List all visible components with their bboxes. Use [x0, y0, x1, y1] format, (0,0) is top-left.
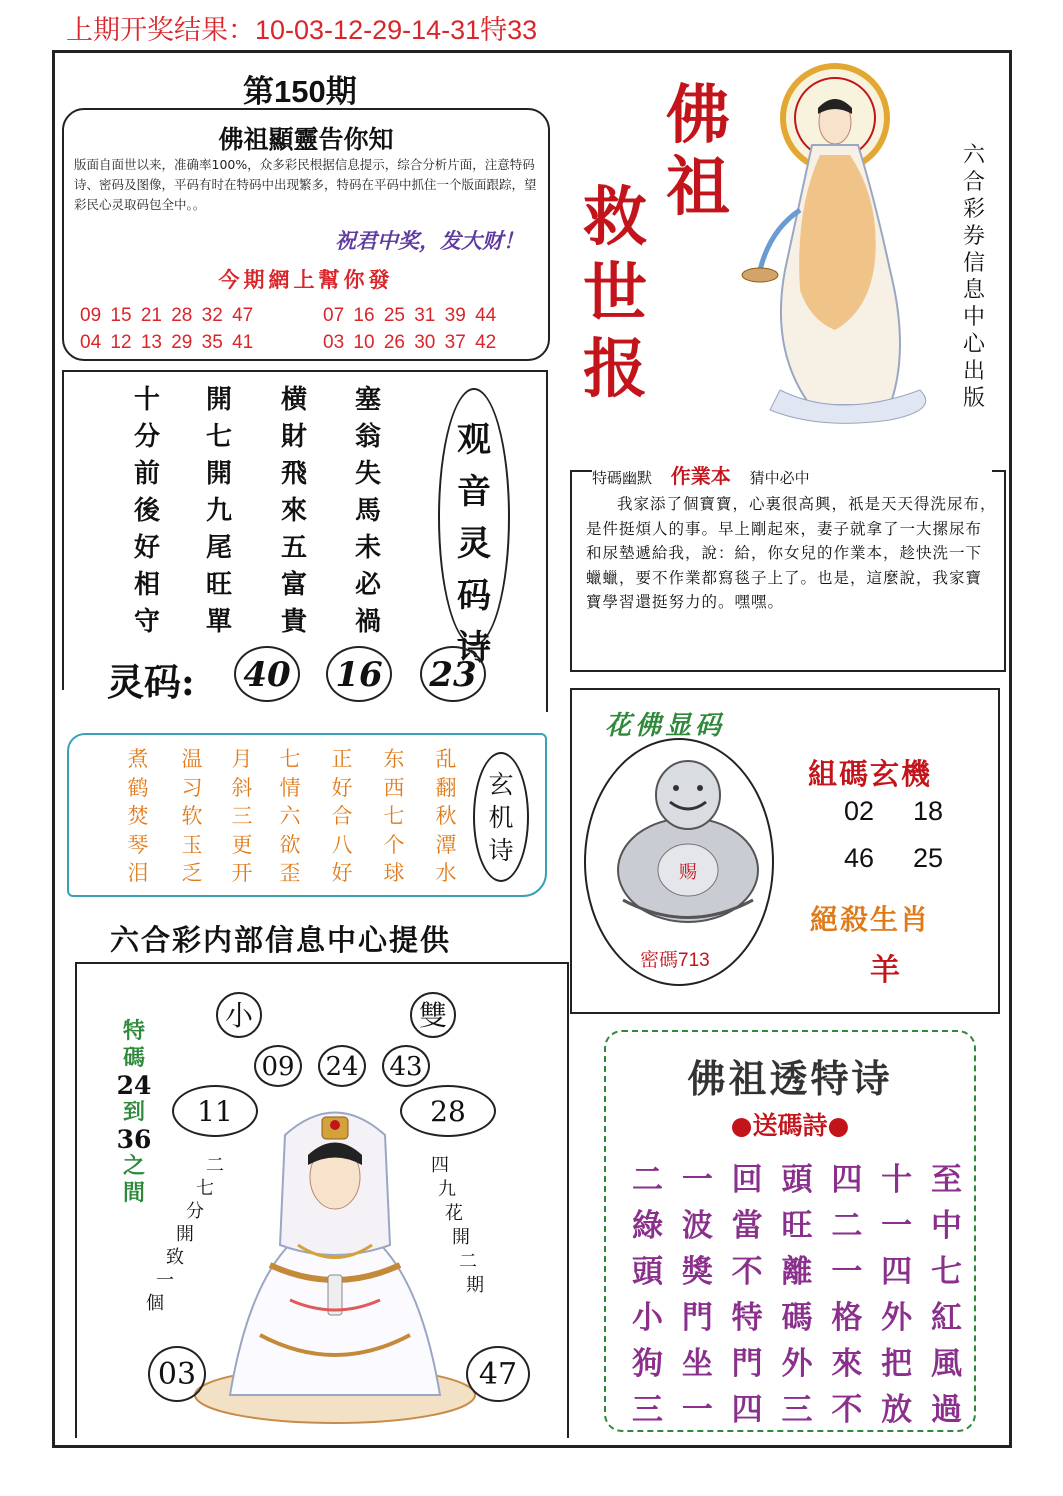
mystery-column-6: 东 西 七 个 球 — [383, 747, 405, 885]
mystery-column-5: 正 好 合 八 好 — [331, 747, 353, 885]
tema-range: 特 碼 24 到 36 之 間 — [116, 1018, 152, 1206]
poem-title — [440, 414, 508, 674]
poem-column-2 — [196, 382, 242, 641]
publisher-char: 心 — [962, 332, 985, 357]
poem-char: 横 — [280, 385, 307, 415]
tete-poem-row-3: 頭 獎 不 離 一 四 七 — [632, 1254, 962, 1290]
mystery-title-oval — [473, 752, 529, 882]
mystery-column-3: 月 斜 三 更 开 — [231, 747, 253, 885]
left-vertical-char: 分 — [186, 1201, 204, 1222]
number-oval-bottom-right: 47 — [466, 1346, 530, 1402]
mystery-column-4: 七 情 六 欲 歪 — [279, 747, 301, 885]
kill-zodiac-value: 羊 — [870, 953, 900, 988]
homework-text: 我家添了個寶寶，心裏很高興，祇是天天得洗尿布，是件挺煩人的事。早上剛起來，妻子就拿了一大摞尿布和尿墊遞給我，說：給，你女兒的作業本，趁快洗一下蠟蠟，要不作業都寫毯子上了。也是，這麼說，我家寶寶學習還挺努力的。嘿嘿。 — [586, 495, 997, 611]
laughing-buddha-image — [608, 750, 768, 930]
poem-char: 旺 — [205, 570, 232, 600]
publisher-char: 出 — [962, 359, 985, 384]
right-vertical-char: 花 — [445, 1203, 463, 1224]
poem-char: 開 — [205, 385, 232, 415]
ling-number-2: 16 — [326, 646, 392, 702]
homework-header-title: 作業本 — [670, 464, 731, 488]
poem-column-1 — [124, 382, 170, 641]
standing-guanyin-image — [740, 60, 950, 430]
buddha-arc-title: 花佛显码 — [605, 711, 726, 741]
homework-header — [592, 460, 992, 489]
right-vertical-char: 期 — [466, 1275, 484, 1296]
mima: 密碼713 — [640, 950, 710, 971]
right-vertical-char: 二 — [459, 1251, 477, 1272]
poem-column-4 — [345, 382, 391, 641]
publisher-char: 中 — [962, 305, 985, 330]
poem-char: 富 — [280, 570, 307, 600]
combo-number-2: 18 — [913, 796, 944, 826]
intro-title: 佛祖顯靈告你知 — [218, 125, 394, 154]
buddha-char: 赐 — [679, 862, 697, 883]
mystery-title — [475, 768, 527, 867]
mystery-title-char: 诗 — [488, 836, 514, 865]
poem-char: 財 — [280, 422, 307, 452]
right-vertical-char: 四 — [431, 1155, 449, 1176]
homework-box — [570, 464, 1006, 672]
publisher-char: 彩 — [962, 197, 985, 222]
combo-title: 組碼玄機 — [808, 757, 933, 791]
number-oval-left: 11 — [172, 1085, 258, 1137]
title-fozu: 佛 祖 — [666, 78, 730, 225]
right-vertical-char: 九 — [438, 1179, 456, 1200]
poem-char: 後 — [133, 496, 160, 526]
number-oval-3: 43 — [382, 1045, 430, 1087]
poem-char: 來 — [280, 496, 307, 526]
net-numbers-right-2: 03 10 26 30 37 42 — [323, 332, 497, 353]
poem-char: 馬 — [354, 496, 381, 526]
last-draw-result: 上期开奖结果：10-03-12-29-14-31特33 — [66, 15, 538, 45]
publisher-char: 合 — [962, 170, 985, 195]
number-oval-2: 24 — [318, 1045, 366, 1087]
poem-char: 五 — [280, 533, 307, 563]
mystery-column-2: 温 习 软 玉 乏 — [181, 747, 203, 885]
poem-char: 未 — [354, 533, 381, 563]
mystery-column-7: 乱 翻 秋 潭 水 — [435, 747, 457, 885]
publisher-char: 信 — [962, 251, 985, 276]
publisher-char: 息 — [962, 278, 985, 303]
tete-poem-box — [604, 1030, 976, 1432]
net-title: 今期網上幫你發 — [218, 267, 394, 292]
tete-poem-subtitle: ●送碼詩● — [730, 1111, 850, 1140]
tete-poem-row-1: 二 一 回 頭 四 十 至 — [632, 1162, 962, 1198]
poem-char: 飛 — [280, 459, 307, 489]
poem-char: 貴 — [280, 607, 307, 637]
poem-column-3 — [271, 382, 317, 641]
number-oval-bottom-left: 03 — [148, 1346, 206, 1402]
publisher-vertical — [961, 142, 987, 412]
kill-zodiac-title: 絕殺生肖 — [810, 903, 931, 936]
poem-char: 分 — [133, 422, 160, 452]
net-numbers-right-1: 07 16 25 31 39 44 — [323, 305, 497, 326]
number-oval-1: 09 — [254, 1045, 302, 1087]
left-vertical-char: 七 — [196, 1178, 214, 1199]
poem-char: 十 — [133, 385, 160, 415]
right-vertical-char: 開 — [452, 1227, 470, 1248]
poem-char: 失 — [354, 459, 381, 489]
seated-guanyin-image — [190, 1095, 480, 1425]
tete-poem-row-2: 綠 波 當 旺 二 一 中 — [632, 1208, 962, 1244]
tete-poem-row-6: 三 一 四 三 不 放 過 — [632, 1392, 962, 1428]
provider-line: 六合彩内部信息中心提供 — [110, 923, 452, 957]
poem-char: 禍 — [354, 607, 381, 637]
ling-label: 灵码: — [107, 660, 195, 704]
homework-header-left: 特碼幽默 — [592, 469, 653, 487]
intro-box — [62, 108, 550, 361]
poem-char: 必 — [354, 570, 381, 600]
poem-char: 單 — [205, 607, 232, 637]
ling-number-1: 40 — [234, 646, 300, 702]
poem-char: 好 — [133, 533, 160, 563]
poem-char: 塞 — [354, 385, 381, 415]
tete-poem-row-4: 小 門 特 碼 格 外 紅 — [632, 1300, 962, 1336]
left-vertical-char: 一 — [156, 1270, 174, 1291]
title-jiushibao: 救 世 报 — [583, 180, 647, 407]
left-vertical-char: 開 — [176, 1224, 194, 1245]
poem-title-char: 码 — [457, 576, 491, 616]
poem-char: 相 — [133, 570, 160, 600]
mystery-column-1: 煮 鹤 焚 琴 泪 — [127, 747, 149, 885]
intro-wish: 祝君中奖，发大财！ — [335, 228, 524, 253]
poem-title-oval — [438, 388, 510, 668]
issue-number: 第150期 — [243, 74, 357, 109]
intro-text: 版面自面世以来，准确率100%，众多彩民根据信息提示，综合分析片面，注意特码诗、密码及图像，平码有时在特码中出现繁多，特码在平码中抓住一个版面跟踪，望彩民心灵取码包全中。。 — [74, 157, 537, 212]
left-vertical-char: 個 — [146, 1293, 164, 1314]
poem-char: 守 — [133, 607, 160, 637]
poem-title-char: 诗 — [457, 628, 491, 668]
ling-number-3: 23 — [420, 646, 486, 702]
double-label: 雙 — [410, 992, 456, 1038]
small-label: 小 — [216, 992, 262, 1038]
poem-char: 七 — [205, 422, 232, 452]
poem-char: 尾 — [205, 533, 232, 563]
poem-char: 前 — [133, 459, 160, 489]
mystery-title-char: 机 — [488, 803, 514, 832]
combo-number-3: 46 — [844, 843, 875, 873]
left-vertical-char: 二 — [206, 1155, 224, 1176]
poem-title-char: 观 — [457, 420, 491, 460]
poem-char: 開 — [205, 459, 232, 489]
homework-header-right: 猜中必中 — [749, 469, 810, 487]
tete-poem-title: 佛祖透特诗 — [687, 1056, 893, 1101]
combo-number-1: 02 — [844, 796, 875, 826]
publisher-char: 版 — [962, 386, 985, 411]
net-numbers-left-2: 04 12 13 29 35 41 — [80, 332, 254, 353]
poem-title-char: 灵 — [457, 524, 491, 564]
net-numbers-left-1: 09 15 21 28 32 47 — [80, 305, 254, 326]
tete-poem-row-5: 狗 坐 門 外 來 把 風 — [632, 1346, 962, 1382]
left-vertical-char: 致 — [166, 1247, 184, 1268]
poem-title-char: 音 — [457, 472, 491, 512]
publisher-char: 六 — [962, 143, 985, 168]
poem-char: 九 — [205, 496, 232, 526]
publisher-char: 券 — [962, 224, 985, 249]
number-oval-right: 28 — [400, 1085, 496, 1137]
mystery-title-char: 玄 — [488, 770, 514, 799]
poem-char: 翁 — [354, 422, 381, 452]
combo-number-4: 25 — [913, 843, 944, 873]
poem-box-edge — [546, 690, 548, 712]
